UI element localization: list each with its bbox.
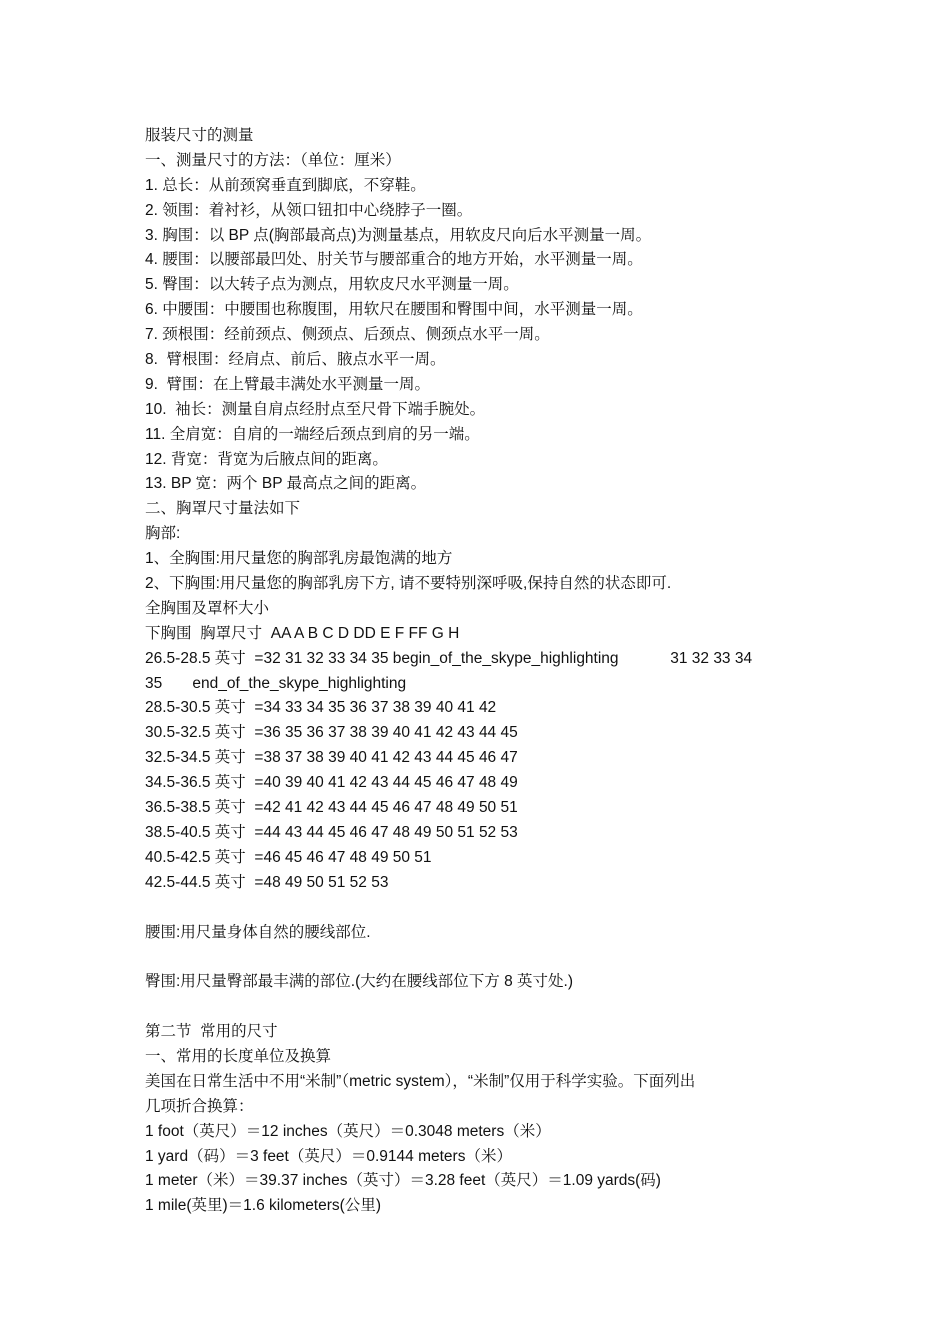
text-line: 腰围:用尺量身体自然的腰线部位. — [145, 923, 371, 941]
blank-line — [145, 945, 825, 970]
text-line: 8. 臂根围：经肩点、前后、腋点水平一周。 — [145, 351, 446, 369]
document-body — [145, 124, 825, 1219]
text-line: 美国在日常生活中不用“米制”（metric system），“米制”仅用于科学实验。下面列出 — [145, 1072, 696, 1090]
text-line: 28.5-30.5 英寸 =34 33 34 35 36 37 38 39 40 41 42 — [145, 699, 497, 717]
text-line: 12. 背宽：背宽为后腋点间的距离。 — [145, 450, 388, 468]
text-line: 35 end_of_the_skype_highlighting — [145, 674, 407, 692]
text-line: 32.5-34.5 英寸 =38 37 38 39 40 41 42 43 44 45 46 47 — [145, 749, 518, 767]
text-line: 9. 臂围：在上臂最丰满处水平测量一周。 — [145, 375, 431, 393]
text-line: 全胸围及罩杯大小 — [145, 599, 270, 617]
text-line: 1 foot（英尺）＝12 inches（英尺）＝0.3048 meters（米） — [145, 1122, 551, 1140]
text-line: 38.5-40.5 英寸 =44 43 44 45 46 47 48 49 50 51 52 53 — [145, 823, 518, 841]
blank-line — [145, 896, 825, 921]
text-line: 1. 总长：从前颈窝垂直到脚底，不穿鞋。 — [145, 176, 426, 194]
text-line: 一、测量尺寸的方法：（单位：厘米） — [145, 151, 401, 169]
text-line: 1 yard（码）＝3 feet（英尺）＝0.9144 meters（米） — [145, 1147, 512, 1165]
text-line: 42.5-44.5 英寸 =48 49 50 51 52 53 — [145, 873, 389, 891]
text-line: 6. 中腰围：中腰围也称腹围，用软尺在腰围和臀围中间，水平测量一周。 — [145, 301, 643, 319]
text-line: 服装尺寸的测量 — [145, 127, 254, 144]
text-line: 40.5-42.5 英寸 =46 45 46 47 48 49 50 51 — [145, 848, 432, 866]
text-line: 30.5-32.5 英寸 =36 35 36 37 38 39 40 41 42 43 44 45 — [145, 724, 518, 742]
text-line: 1 mile(英里)＝1.6 kilometers(公里) — [145, 1197, 381, 1215]
text-line: 二、胸罩尺寸量法如下 — [145, 500, 301, 518]
text-line: 34.5-36.5 英寸 =40 39 40 41 42 43 44 45 46 47 48 49 — [145, 774, 518, 792]
text-line: 3. 胸围：以 BP 点(胸部最高点)为测量基点，用软皮尺向后水平测量一周。 — [145, 226, 652, 244]
text-line: 1 meter（米）＝39.37 inches（英寸）＝3.28 feet（英尺）＝1.09 yards(码) — [145, 1172, 661, 1190]
text-line: 胸部: — [145, 525, 181, 543]
text-line: 11. 全肩宽：自肩的一端经后颈点到肩的另一端。 — [145, 425, 480, 443]
text-line: 36.5-38.5 英寸 =42 41 42 43 44 45 46 47 48 49 50 51 — [145, 799, 518, 817]
text-line: 7. 颈根围：经前颈点、侧颈点、后颈点、侧颈点水平一周。 — [145, 326, 550, 344]
text-line: 10. 袖长：测量自肩点经肘点至尺骨下端手腕处。 — [145, 400, 486, 418]
text-line: 臀围:用尺量臀部最丰满的部位.(大约在腰线部位下方 8 英寸处.) — [145, 973, 573, 991]
blank-line — [145, 995, 825, 1020]
text-line: 第二节 常用的尺寸 — [145, 1023, 278, 1041]
text-line: 5. 臀围：以大转子点为测点，用软皮尺水平测量一周。 — [145, 276, 519, 294]
text-line: 几项折合换算： — [145, 1097, 254, 1115]
text-line: 13. BP 宽：两个 BP 最高点之间的距离。 — [145, 475, 427, 493]
text-line: 一、常用的长度单位及换算 — [145, 1047, 332, 1065]
text-line: 2. 领围：着衬衫，从领口钮扣中心绕脖子一圈。 — [145, 201, 473, 219]
text-line: 4. 腰围：以腰部最凹处、肘关节与腰部重合的地方开始，水平测量一周。 — [145, 251, 643, 269]
text-line: 2、下胸围:用尺量您的胸部乳房下方, 请不要特别深呼吸,保持自然的状态即可. — [145, 575, 672, 593]
text-line: 26.5-28.5 英寸 =32 31 32 33 34 35 begin_of_the_skype_highlighting 31 32 33 34 — [145, 649, 753, 667]
text-line: 下胸围 胸罩尺寸 AA A B C D DD E F FF G H — [145, 624, 460, 642]
text-line: 1、全胸围:用尺量您的胸部乳房最饱满的地方 — [145, 550, 453, 568]
